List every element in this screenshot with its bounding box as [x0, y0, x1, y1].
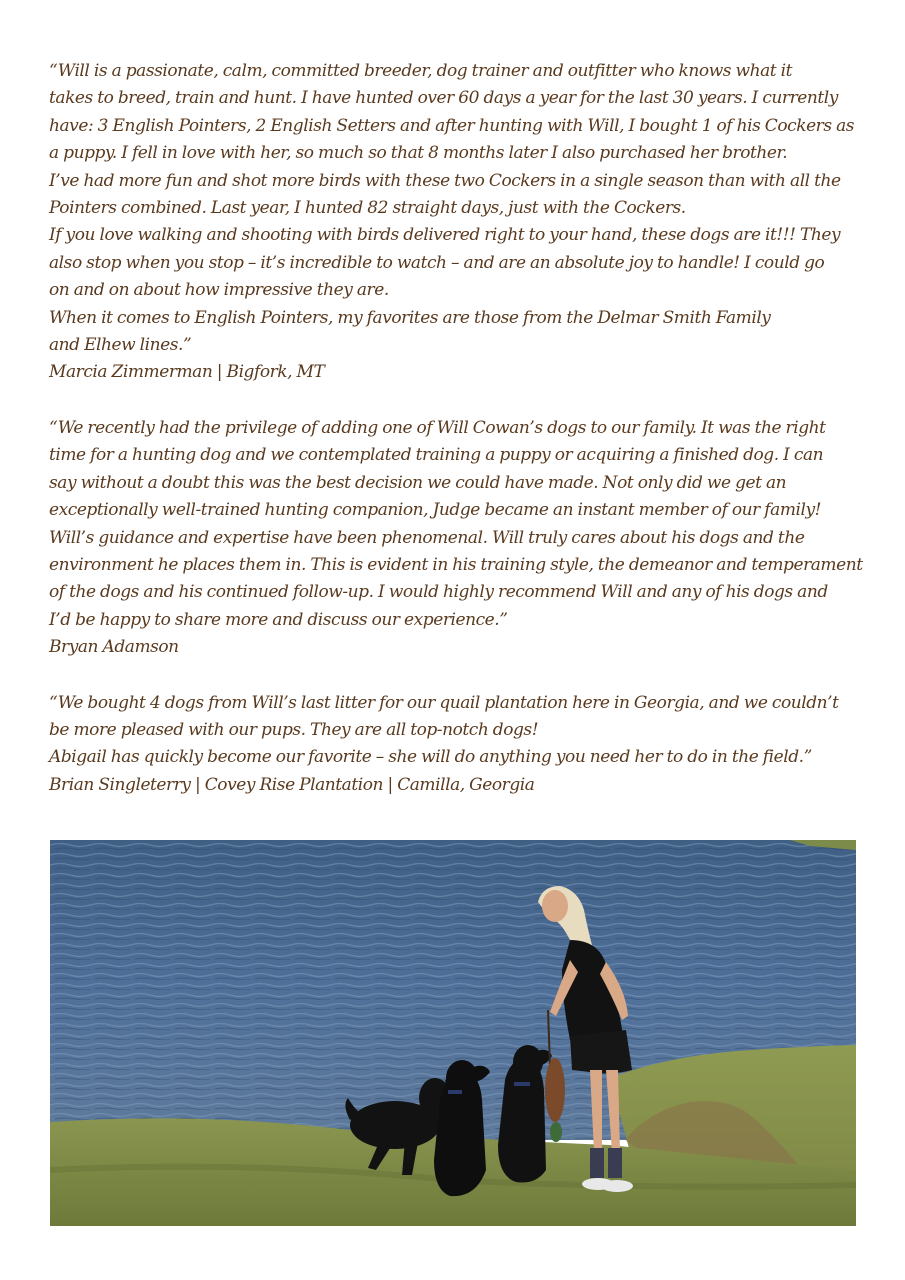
testimonial-line: “We bought 4 dogs from Will’s last litter for our quail plantation here in Georgia, and we couldn’t: [49, 692, 839, 713]
testimonial-marcia: [49, 58, 864, 387]
testimonial-line: Will’s guidance and expertise have been phenomenal. Will truly cares about his dogs and the: [49, 527, 805, 548]
testimonial-line: exceptionally well-trained hunting companion, Judge became an instant member of our family!: [49, 500, 822, 521]
testimonial-line: time for a hunting dog and we contemplated training a puppy or acquiring a finished dog. I can: [49, 445, 824, 466]
lake-dogs-photo: [50, 840, 856, 1226]
testimonial-line: If you love walking and shooting with birds delivered right to your hand, these dogs are it!!! They: [49, 225, 841, 246]
testimonial-line: and Elhew lines.”: [49, 335, 192, 356]
testimonial-line: of the dogs and his continued follow-up. I would highly recommend Will and any of his dogs and: [49, 582, 828, 603]
testimonial-author: Bryan Adamson: [49, 637, 179, 658]
testimonial-line: Abigail has quickly become our favorite – she will do anything you need her to do in the field.”: [49, 747, 812, 768]
testimonial-line: environment he places them in. This is evident in his training style, the demeanor and temperament: [49, 554, 863, 575]
testimonial-line: be more pleased with our pups. They are all top-notch dogs!: [49, 719, 539, 740]
testimonial-bryan: [49, 415, 864, 662]
testimonial-line: on and on about how impressive they are.: [49, 280, 389, 301]
testimonial-line: I’d be happy to share more and discuss our experience.”: [49, 609, 508, 630]
testimonial-line: I’ve had more fun and shot more birds with these two Cockers in a single season than with all the: [49, 170, 841, 191]
testimonial-line: takes to breed, train and hunt. I have hunted over 60 days a year for the last 30 years. I currently: [49, 88, 838, 109]
testimonial-line: a puppy. I fell in love with her, so much so that 8 months later I also purchased her brother.: [49, 143, 788, 164]
testimonial-brian: [49, 690, 864, 800]
testimonial-line: also stop when you stop – it’s incredible to watch – and are an absolute joy to handle! I could go: [49, 252, 825, 273]
testimonial-author: Marcia Zimmerman | Bigfork, MT: [49, 362, 325, 383]
testimonial-author: Brian Singleterry | Covey Rise Plantation | Camilla, Georgia: [49, 774, 535, 795]
testimonial-line: When it comes to English Pointers, my favorites are those from the Delmar Smith Family: [49, 307, 771, 328]
testimonial-line: say without a doubt this was the best decision we could have made. Not only did we get an: [49, 472, 787, 493]
testimonials-section: [49, 58, 864, 827]
testimonial-line: “We recently had the privilege of adding one of Will Cowan’s dogs to our family. It was the right: [49, 417, 826, 438]
testimonial-line: have: 3 English Pointers, 2 English Setters and after hunting with Will, I bought 1 of his Cockers as: [49, 115, 855, 136]
testimonial-line: “Will is a passionate, calm, committed breeder, dog trainer and outfitter who knows what it: [49, 61, 793, 81]
photo-illustration: [50, 840, 856, 1226]
testimonial-line: Pointers combined. Last year, I hunted 82 straight days, just with the Cockers.: [49, 198, 686, 219]
